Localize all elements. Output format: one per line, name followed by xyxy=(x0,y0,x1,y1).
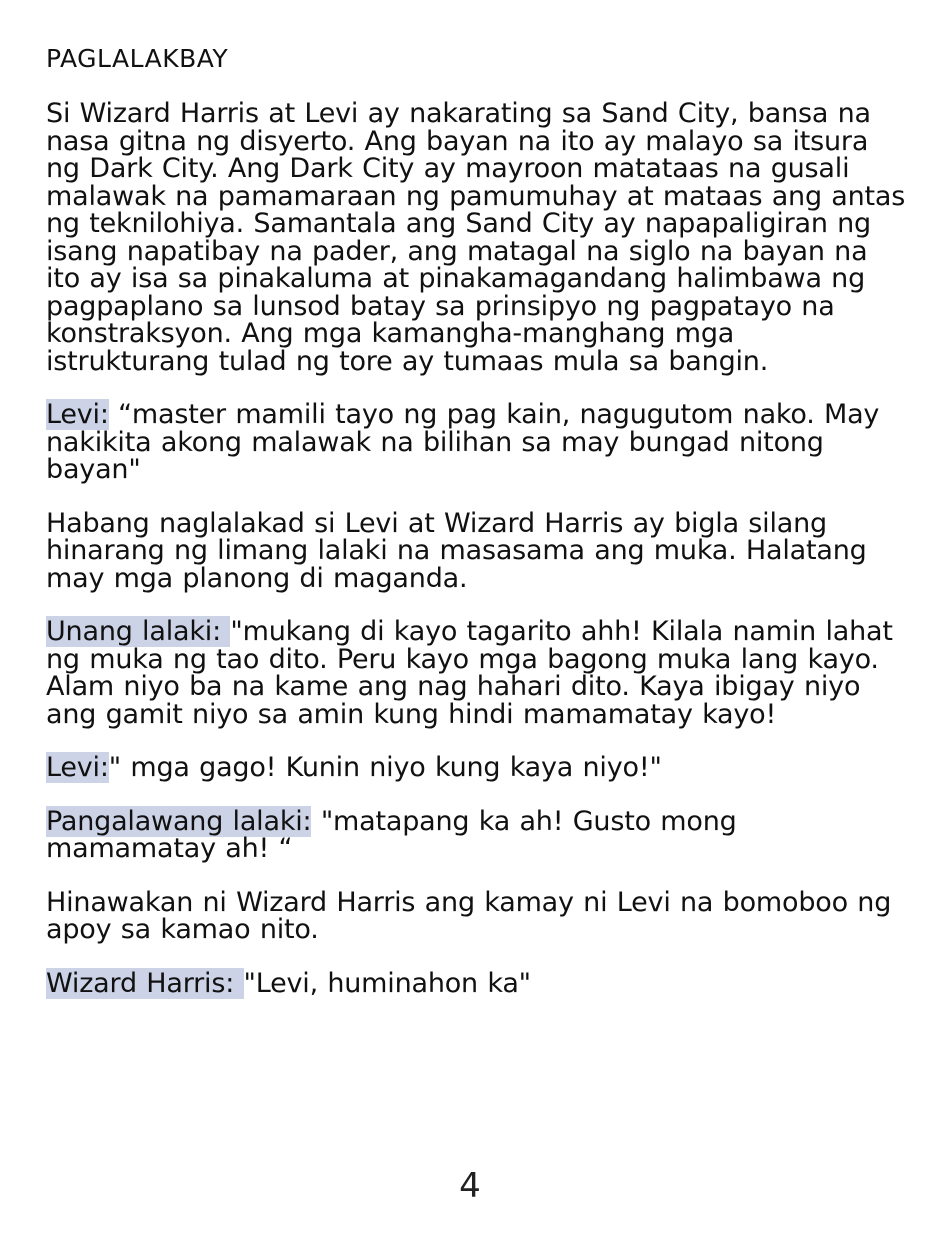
dialogue-text: " mga gago! Kunin niyo kung kaya niyo!" xyxy=(108,752,662,783)
dialogue-text: "matapang ka ah! Gusto mong mamamatay ah! “ xyxy=(46,805,737,864)
speaker-label: Pangalawang lalaki: xyxy=(46,805,312,837)
speaker-label: Wizard Harris: xyxy=(46,967,244,999)
dialogue-paragraph xyxy=(46,805,906,864)
dialogue-paragraph xyxy=(46,967,906,999)
dialogue-paragraph xyxy=(46,754,906,782)
dialogue-text: "Levi, huminahon ka" xyxy=(243,967,531,999)
paragraph-text: Habang naglalakad si Levi at Wizard Harris ay bigla silang hinarang ng limang lalaki na masasama ang muka. Halatang may mga planong di maganda. xyxy=(46,507,867,594)
speaker-label: Levi: xyxy=(46,399,109,430)
document-page xyxy=(46,44,906,1023)
narration-paragraph xyxy=(46,100,906,375)
dialogue-paragraph xyxy=(46,401,906,484)
dialogue-text: “master mamili tayo ng pag kain, nagugutom nako. May nakikita akong malawak na bilihan sa may bungad nitong bayan" xyxy=(46,399,880,485)
paragraph-text: Si Wizard Harris at Levi ay nakarating sa Sand City, bansa na nasa gitna ng disyerto. Ang bayan na ito ay malayo sa itsura ng Dark City. Ang Dark City ay mayroon matataas na gusali malawak na pamamaraan ng pamumuhay at mataas ang antas ng teknilohiya. Samantala ang Sand City ay napapaligiran ng isang napatibay na pader, ang matagal na siglo na bayan na ito ay isa sa pinakaluma at pinakamagandang halimbawa ng pagpaplano sa lunsod batay sa prinsipyo ng pagpatayo na konstraksyon. Ang mga kamangha-manghang mga istrukturang tulad ng tore ay tumaas mula sa bangin. xyxy=(46,98,906,377)
dialogue-text: "mukang di kayo tagarito ahh! Kilala namin lahat ng muka ng tao dito. Peru kayo mga bagong muka lang kayo. Alam niyo ba na kame ang nag hahari dito. Kaya ibigay niyo ang gamit niyo sa amin kung hindi mamamatay kayo! xyxy=(46,616,893,730)
dialogue-paragraph xyxy=(46,618,906,728)
narration-paragraph xyxy=(46,886,906,945)
page-number: 4 xyxy=(459,1166,481,1206)
paragraph-text: Hinawakan ni Wizard Harris ang kamay ni Levi na bomoboo ng apoy sa kamao nito. xyxy=(46,886,892,945)
narration-paragraph xyxy=(46,507,906,594)
chapter-title: PAGLALAKBAY xyxy=(46,44,229,73)
speaker-label: Levi: xyxy=(46,752,109,783)
speaker-label: Unang lalaki: xyxy=(46,616,231,647)
